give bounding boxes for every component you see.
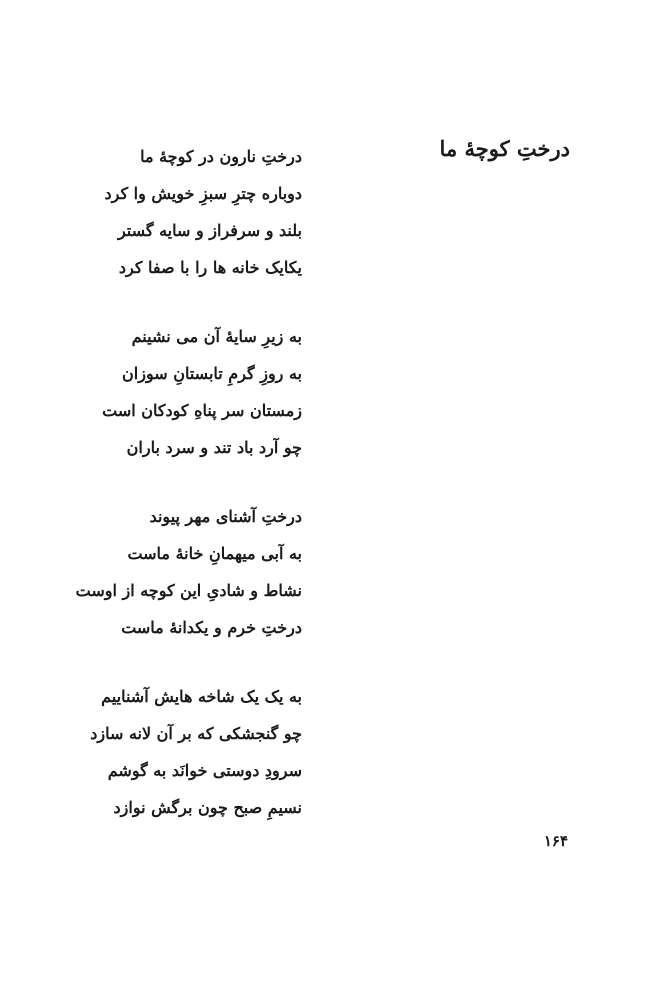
stanza-3 bbox=[42, 498, 302, 646]
poem-line: دوباره چترِ سبزِ خویش وا کرد bbox=[104, 184, 302, 203]
poem-line: درختِ آشنای مهر پیوند bbox=[149, 507, 302, 526]
page-number: ۱۶۴ bbox=[543, 832, 568, 850]
stanza-2 bbox=[42, 318, 302, 466]
poem-line: زمستان سر پناهِ کودکان است bbox=[102, 401, 302, 420]
poem-line: بلند و سرفراز و سایه گستر bbox=[117, 221, 302, 240]
poem-line: به یک یک شاخه هایش آشناییم bbox=[101, 687, 302, 706]
poem-title: درختِ کوچهٔ ما bbox=[439, 136, 570, 161]
poem-line: چو گنجشکی که بر آن لانه سازد bbox=[90, 724, 302, 743]
poem-body bbox=[42, 138, 302, 858]
poem-line: یکایک خانه ها را با صفا کرد bbox=[118, 258, 302, 277]
poem-line: به آبی میهمانِ خانهٔ ماست bbox=[127, 544, 302, 563]
poem-line: سرودِ دوستی خوانَد به گوشم bbox=[107, 761, 302, 780]
poem-line: به روزِ گرمِ تابستانِ سوزان bbox=[122, 364, 302, 383]
poem-line: درختِ خرم و یکدانهٔ ماست bbox=[121, 618, 302, 637]
stanza-4 bbox=[42, 678, 302, 826]
poem-line: درختِ نارون در کوچهٔ ما bbox=[140, 147, 302, 166]
poem-line: نسیمِ صبح چون برگش نوازد bbox=[113, 798, 302, 817]
poem-line: نشاط و شادیِ این کوچه از اوست bbox=[75, 581, 302, 600]
stanza-1 bbox=[42, 138, 302, 286]
poem-line: به زیرِ سایهٔ آن می نشینم bbox=[131, 327, 302, 346]
poem-line: چو آرد باد تند و سرد باران bbox=[126, 438, 302, 457]
